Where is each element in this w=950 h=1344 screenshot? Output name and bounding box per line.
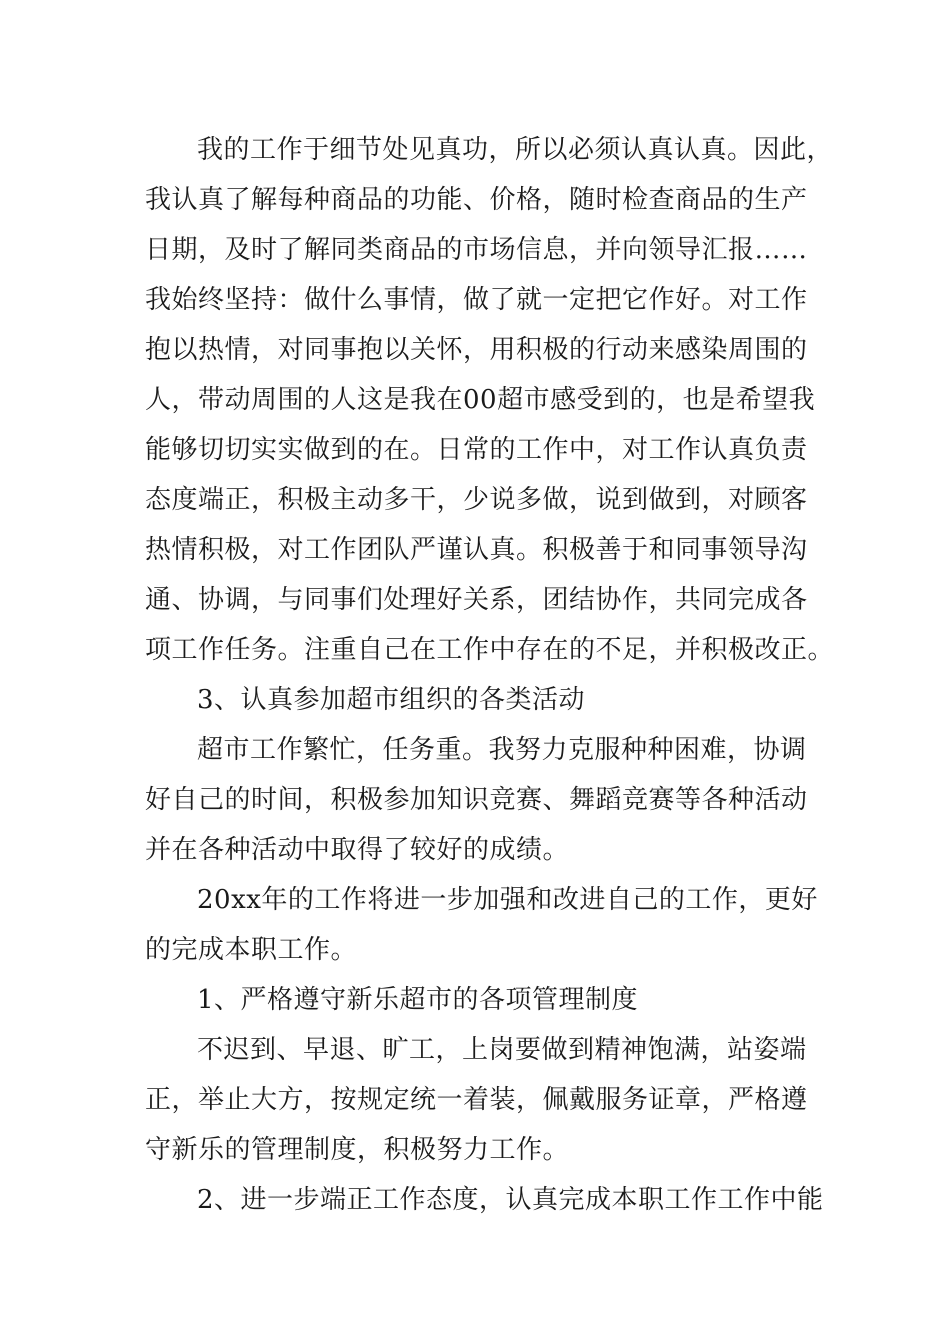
text-line: 不迟到、早退、旷工，上岗要做到精神饱满，站姿端: [197, 1035, 807, 1065]
text-line: 好自己的时间，积极参加知识竞赛、舞蹈竞赛等各种活动: [145, 785, 808, 815]
text-line: 抱以热情，对同事抱以关怀，用积极的行动来感染周围的: [145, 335, 808, 365]
section-heading: 2、进一步端正工作态度，认真完成本职工作工作中能: [197, 1185, 824, 1215]
text-line: 通、协调，与同事们处理好关系，团结协作，共同完成各: [145, 585, 808, 615]
text-line: 20xx年的工作将进一步加强和改进自己的工作，更好: [197, 885, 818, 915]
section-heading: 1、严格遵守新乐超市的各项管理制度: [197, 985, 639, 1015]
text-line: 人，带动周围的人这是我在00超市感受到的，也是希望我: [145, 385, 816, 415]
text-line: 我认真了解每种商品的功能、价格，随时检查商品的生产: [145, 185, 808, 215]
section-heading: 3、认真参加超市组织的各类活动: [197, 685, 586, 715]
text-line: 并在各种活动中取得了较好的成绩。: [145, 835, 570, 865]
text-line: 我的工作于细节处见真功，所以必须认真认真。因此，: [197, 135, 834, 165]
text-line: 能够切切实实做到的在。日常的工作中，对工作认真负责: [145, 435, 808, 465]
text-line: 日期，及时了解同类商品的市场信息，并向领导汇报……: [145, 235, 808, 265]
text-line: 正，举止大方，按规定统一着装，佩戴服务证章，严格遵: [145, 1085, 808, 1115]
text-line: 超市工作繁忙，任务重。我努力克服种种困难，协调: [197, 735, 807, 765]
text-line: 我始终坚持：做什么事情，做了就一定把它作好。对工作: [145, 285, 808, 315]
text-line: 守新乐的管理制度，积极努力工作。: [145, 1135, 570, 1165]
text-line: 态度端正，积极主动多干，少说多做，说到做到，对顾客: [145, 485, 808, 515]
text-line: 项工作任务。注重自己在工作中存在的不足，并积极改正。: [145, 635, 835, 665]
text-line: 的完成本职工作。: [145, 935, 358, 965]
text-line: 热情积极，对工作团队严谨认真。积极善于和同事领导沟: [145, 535, 808, 565]
